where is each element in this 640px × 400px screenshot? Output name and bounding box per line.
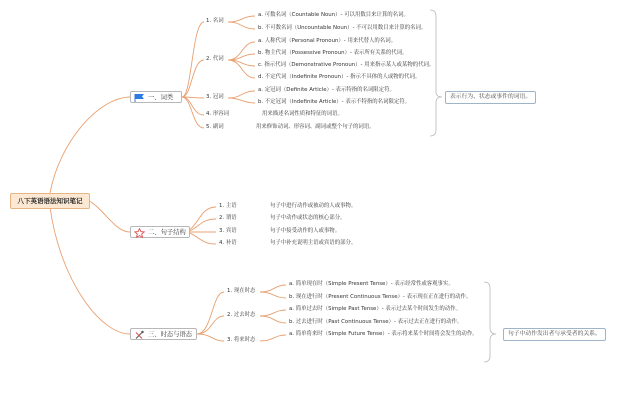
subtopic-item[interactable]: a. 简单现在时（Simple Present Tense）- 表示经常性或客观事实。 [289, 281, 454, 287]
branch-label: 二、句子结构 [148, 229, 186, 236]
topic-description[interactable]: 用来描述名词性质和特征的词语。 [262, 111, 343, 117]
subtopic-item[interactable]: c. 指示代词（Demonstrative Pronoun）- 用来指示某人或某物的代词。 [258, 62, 435, 68]
topic-present-tense[interactable]: 1. 现在时态 [227, 288, 256, 294]
star-icon [134, 228, 145, 238]
topic-predicate[interactable]: 2. 谓语 [219, 215, 237, 221]
subtopic-item[interactable]: d. 不定代词（Indefinite Pronoun）- 指示不具体的人或物的代词。 [258, 74, 421, 80]
topic-description[interactable]: 句子中接受动作的人或事物。 [270, 228, 341, 234]
topic-description[interactable]: 句子中动作或状态的核心部分。 [270, 215, 346, 221]
root-node[interactable]: 八下英语语法知识笔记 [10, 193, 90, 209]
summary-box[interactable]: 句子中动作发出者与承受者的关系。 [503, 328, 606, 341]
topic-object[interactable]: 3. 宾语 [219, 228, 237, 234]
topic-complement[interactable]: 4. 补语 [219, 240, 237, 246]
subtopic-item[interactable]: a. 简单将来时（Simple Future Tense）- 表示将来某个时间将会发生的动作。 [289, 331, 478, 337]
subtopic-item[interactable]: a. 人称代词（Personal Pronoun）- 用来代替人的名词。 [258, 38, 396, 44]
subtopic-item[interactable]: b. 不可数名词（Uncountable Noun）- 不可以用数目来计算的名词。 [258, 25, 427, 31]
subtopic-item[interactable]: b. 不定冠词（Indefinite Article）- 表示不特指的名词限定符。 [258, 99, 411, 105]
flag-icon [134, 93, 145, 103]
topic-future-tense[interactable]: 3. 将来时态 [227, 337, 256, 343]
topic-nouns[interactable]: 1. 名词 [206, 18, 224, 24]
topic-articles[interactable]: 3. 冠词 [206, 94, 224, 100]
topic-description[interactable]: 句子中进行动作或被动的人或事物。 [270, 203, 357, 209]
subtopic-item[interactable]: b. 过去进行时（Past Continuous Tense）- 表示过去正在进行的动作。 [289, 319, 463, 325]
tools-icon [134, 330, 145, 340]
branch-word-classes[interactable] [130, 91, 182, 103]
subtopic-item[interactable]: a. 简单过去时（Simple Past Tense）- 表示过去某个时间发生的动作。 [289, 306, 461, 312]
branch-label: 一、词类 [148, 94, 174, 101]
subtopic-item[interactable]: b. 现在进行时（Present Continuous Tense）- 表示现在正在进行的动作。 [289, 294, 472, 300]
topic-adverbs[interactable]: 5. 副词 [206, 124, 224, 130]
topic-description[interactable]: 用来修饰动词、形容词、副词或整个句子的词语。 [256, 124, 375, 130]
subtopic-item[interactable]: a. 可数名词（Countable Noun）- 可以用数目来计算的名词。 [258, 12, 409, 18]
topic-past-tense[interactable]: 2. 过去时态 [227, 312, 256, 318]
subtopic-item[interactable]: a. 定冠词（Definite Article）- 表示特指的名词限定符。 [258, 87, 395, 93]
summary-box[interactable]: 表示行为、状态或事件的词语。 [445, 91, 536, 104]
topic-description[interactable]: 句子中补充说明主语或宾语的部分。 [270, 240, 357, 246]
topic-subject[interactable]: 1. 主语 [219, 203, 237, 209]
topic-pronouns[interactable]: 2. 代词 [206, 56, 224, 62]
branch-tense-voice[interactable] [130, 328, 197, 340]
branch-sentence-structure[interactable] [130, 226, 190, 238]
topic-adjectives[interactable]: 4. 形容词 [206, 111, 230, 117]
subtopic-item[interactable]: b. 物主代词（Possessive Pronoun）- 表示所有关系的代词。 [258, 50, 408, 56]
branch-label: 三、时态与语态 [148, 331, 193, 338]
